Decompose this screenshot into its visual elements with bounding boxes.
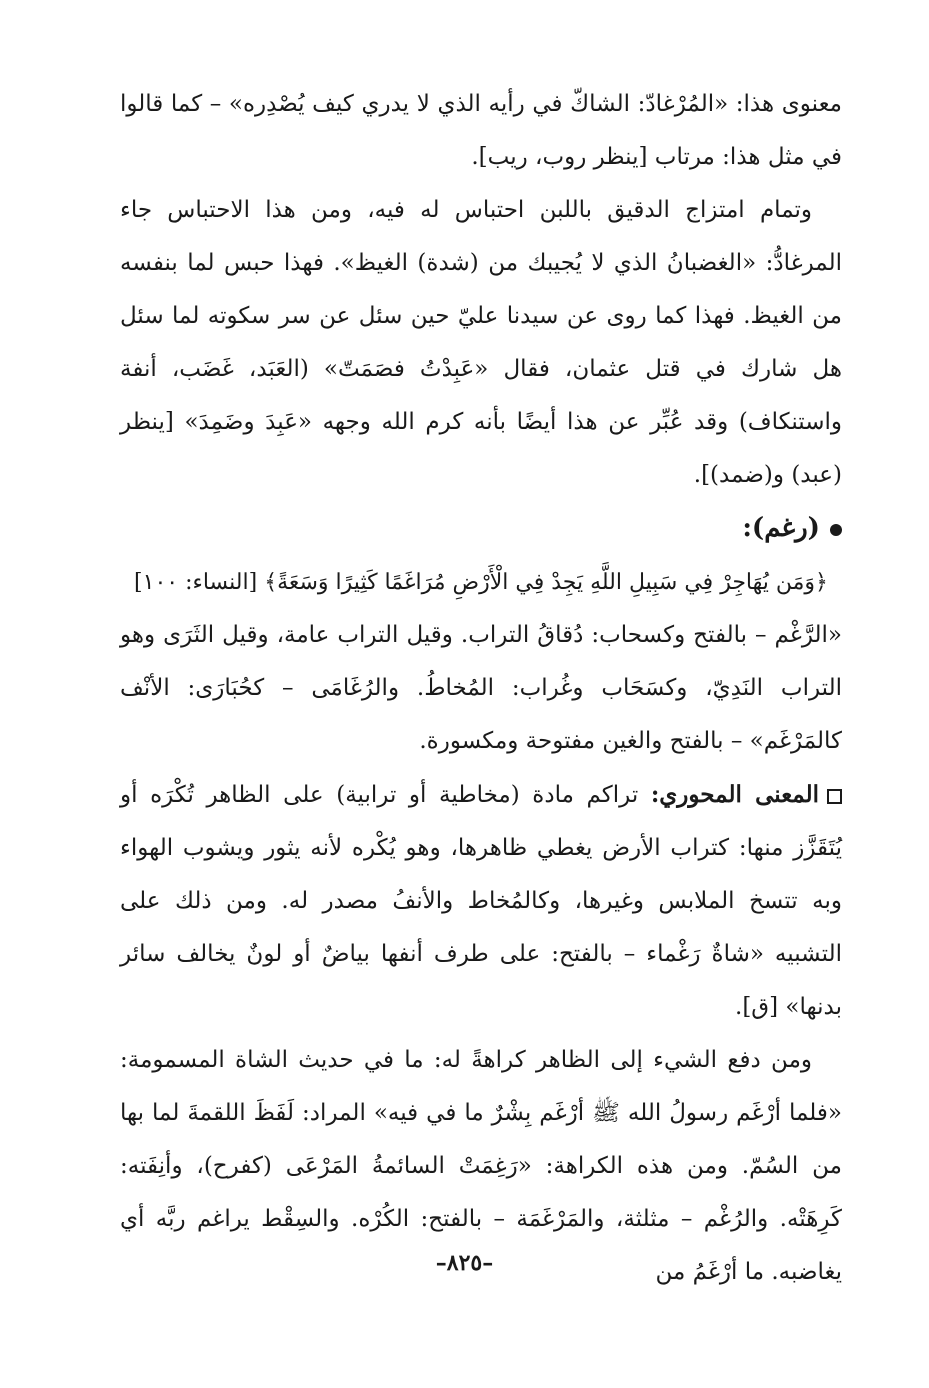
paragraph-4 bbox=[120, 768, 842, 1034]
paragraph-2: وتمام امتزاج الدقيق باللبن احتباس له فيه، ومن هذا الاحتباس جاء المرغادُّ: «الغضبانُ الذي لا يُجيبك من (شدة) الغيظ». فهذا حبس لما بنفسه من الغيظ. فهذا كما روى عن سيدنا عليّ حين سئل عن سر سكوته لما سئل هل شارك في قتل عثمان، فقال «عَبِدْتُ فصَمَتّ» (العَبَد، غَضَب، أنفة واستنكاف) وقد عُبِّر عن هذا أيضًا بأنه كرم الله وجهه «عَبِدَ وضَمِدَ» [ينظر (عبد) و(ضمد)]. bbox=[120, 197, 842, 488]
bullet-icon bbox=[830, 524, 842, 536]
section-heading-text: (رغم): bbox=[742, 513, 820, 543]
paragraph-3: «الرَّغْم – بالفتح وكسحاب: دُقاقُ التراب. وقيل التراب عامة، وقيل الثَرَى وهو التراب النَدِيّ، وكسَحَاب وغُراب: المُخاطُ. والرُغَامَى – كحُبَارَى: الأنْف كالمَرْغَم» – بالفتح والغين مفتوحة ومكسورة. bbox=[120, 622, 842, 754]
section-heading bbox=[120, 502, 842, 556]
square-icon bbox=[827, 789, 842, 804]
main-text bbox=[120, 78, 842, 1299]
page-number: –٨٢٥– bbox=[435, 1250, 494, 1276]
central-meaning-text: تراكم مادة (مخاطية أو ترابية) على الظاهر تُكْرَه أو يُتَقَزَّز منها: كتراب الأرض يغطي ظاهرها، وهو يُكْره لأنه يثور ويشوب الهواء وبه تتسخ الملابس وغيرها، وكالمُخاط والأنفُ مصدر له. ومن ذلك على التشبيه «شاةٌ رَغْماء – بالفتح: على طرف أنفها بياضٌ أو لونٌ يخالف سائر بدنها» [ق]. bbox=[120, 782, 842, 1020]
paragraph-5: ومن دفع الشيء إلى الظاهر كراهةً له: ما في حديث الشاة المسمومة: «فلما أرْغَم رسولُ الله ﷺ أرْغَم بِشْرٌ ما في فيه» المراد: لَفَظَ اللقمةَ لما بها من السُمّ. ومن هذه الكراهة: «رَغِمَتْ السائمةُ المَرْعَى (كفرح)، وأنِفَته: كَرِهَتْه. والرُغْم – مثلثة، والمَرْغَمَة – بالفتح: الكُرْه. والسِقْط يراغم ربَّه أي يغاضبه. ما أرْغَمُ من bbox=[120, 1047, 842, 1285]
central-meaning-label: المعنى المحوري: bbox=[650, 781, 820, 808]
quran-verse: ﴿وَمَن يُهَاجِرْ فِي سَبِيلِ اللَّهِ يَجِدْ فِي الْأَرْضِ مُرَاغَمًا كَثِيرًا وَسَعَةً﴾ [النساء: ١٠٠] bbox=[134, 570, 828, 595]
paragraph-1: معنوى هذا: «المُرْغادّ: الشاكّ في رأيه الذي لا يدري كيف يُصْدِره» – كما قالوا في مثل هذا: مرتاب [ينظر روب، ريب]. bbox=[120, 91, 842, 170]
